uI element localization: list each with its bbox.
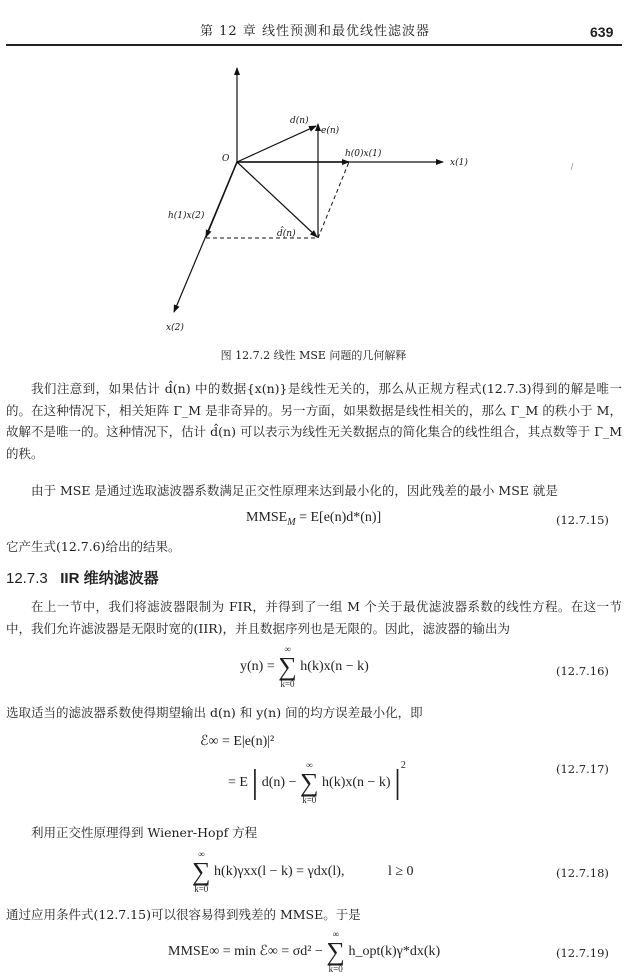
- eq19-rhs: h_opt(k)γ*dx(k): [348, 944, 441, 960]
- dhat-vector: [237, 162, 317, 237]
- label-dn: d(n): [290, 116, 309, 126]
- paragraph-7: 通过应用条件式(12.7.15)可以很容易得到残差的 MMSE。于是: [6, 907, 361, 922]
- section-heading: [6, 567, 159, 588]
- label-h0x1: h(0)x(1): [345, 149, 382, 159]
- equation-12-7-17b: = E | d(n) − ∞ ∑ k=0 h(k)x(n − k) $|^2$: [228, 759, 406, 805]
- equation-12-7-17a: ℰ∞ = E|e(n)|²: [200, 734, 275, 749]
- eq19-lhs: MMSE∞ = min ℰ∞ = σd² −: [168, 944, 323, 960]
- paragraph-4: 在上一节中，我们将滤波器限制为 FIR，并得到了一组 M 个关于最优滤波器系数的线性方程。在这一节中，我们允许滤波器是无限时宽的(IIR)，并且数据序列也是无限的。因此，滤波器的输出为: [6, 599, 622, 636]
- eq-number-15: (12.7.15): [556, 513, 609, 527]
- eq17-mid: d(n) −: [261, 775, 297, 790]
- sum-symbol: ∞ ∑ k=0: [300, 759, 319, 805]
- section-title: IIR 维纳滤波器: [60, 570, 159, 587]
- abs-bar-right: |: [394, 763, 401, 801]
- label-en: e(n): [321, 126, 340, 136]
- eq18-body: h(k)γxx(l − k) = γdx(l),: [214, 864, 345, 880]
- equation-12-7-15: [246, 510, 381, 528]
- header-rule: [6, 44, 622, 46]
- running-header: 第 12 章 线性预测和最优线性滤波器: [200, 24, 430, 39]
- eq15-rhs: = E[e(n)d*(n)]: [299, 510, 382, 525]
- label-x1: x(1): [450, 158, 468, 168]
- sum-symbol: ∞ ∑ k=0: [326, 929, 345, 974]
- sum-symbol: ∞ ∑ k=0: [192, 849, 211, 894]
- eq17-lhs: = E: [228, 775, 248, 790]
- figure-caption: 图 12.7.2 线性 MSE 问题的几何解释: [220, 349, 407, 362]
- eq16-lhs: y(n) =: [240, 659, 275, 675]
- equation-12-7-18: [192, 850, 414, 894]
- page-number: 639: [590, 24, 614, 40]
- geometry-figure: [0, 60, 627, 345]
- label-origin: O: [222, 154, 230, 164]
- paragraph-3: 它产生式(12.7.6)给出的结果。: [6, 539, 181, 554]
- dn-vector: [237, 126, 316, 162]
- equation-12-7-19: [168, 930, 440, 974]
- label-dhat: d̂(n): [277, 229, 296, 239]
- eq15-sub: M: [287, 516, 296, 528]
- eq18-cond: l ≥ 0: [387, 864, 414, 880]
- eq-number-16: (12.7.16): [556, 664, 609, 678]
- eq-number-19: (12.7.19): [556, 946, 609, 960]
- label-x2: x(2): [166, 323, 184, 333]
- section-number: 12.7.3: [6, 570, 48, 587]
- eq-number-18: (12.7.18): [556, 866, 609, 880]
- stray-mark: [571, 163, 573, 170]
- label-h1x2: h(1)x(2): [168, 211, 205, 221]
- equation-12-7-16: [240, 645, 369, 689]
- abs-bar-left: |: [251, 763, 259, 801]
- eq15-lhs: MMSE: [246, 510, 288, 525]
- paragraph-2: 由于 MSE 是通过选取滤波器系数满足正交性原理来达到最小化的，因此残差的最小 MSE 就是: [31, 483, 558, 498]
- paragraph-5: 选取适当的滤波器系数使得期望输出 d(n) 和 y(n) 间的均方误差最小化，即: [6, 705, 423, 720]
- eq16-rhs: h(k)x(n − k): [300, 659, 369, 675]
- sum-symbol: ∞ ∑ k=0: [278, 644, 297, 689]
- h1x2-vector: [206, 162, 237, 237]
- paragraph-1: 我们注意到，如果估计 d̂(n) 中的数据{x(n)}是线性无关的，那么从正规方程式(12.7.3)得到的解是唯一的。在这种情况下，相关矩阵 Γ_M 是非奇异的。另一方面，如果数据是线性相关的，那么 Γ_M 的秩小于 M，故解不是唯一的。这种情况下，估计 d̂(n) 可以表示为线性无关数据点的简化集合的线性组合，其点数等于 Γ_M 的秩。: [6, 381, 622, 461]
- eq-number-17: (12.7.17): [556, 762, 609, 776]
- eq17-rhs: h(k)x(n − k): [322, 775, 391, 790]
- dashed-parallel-2: [318, 162, 349, 238]
- paragraph-6: 利用正交性原理得到 Wiener-Hopf 方程: [31, 825, 258, 840]
